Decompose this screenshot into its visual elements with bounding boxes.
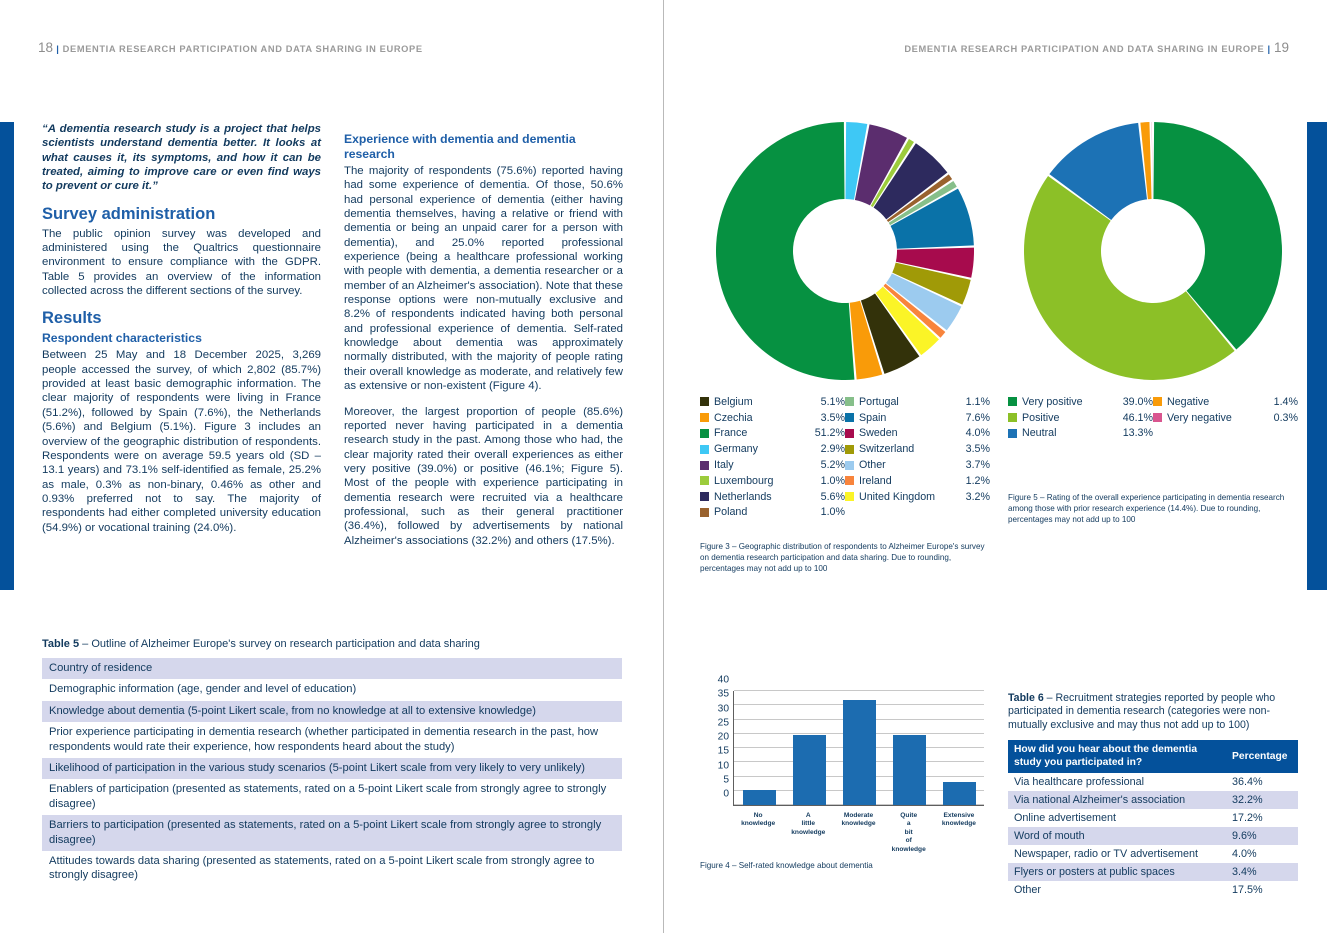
figure-3-donut-svg — [716, 122, 974, 380]
legend-swatch-icon — [700, 461, 709, 470]
legend-item — [845, 441, 990, 457]
legend-label: Negative — [1167, 395, 1210, 408]
legend-swatch-icon — [845, 461, 854, 470]
legend-swatch-icon — [1008, 413, 1017, 422]
table-6-header-question: How did you hear about the dementia study you participated in? — [1008, 740, 1226, 773]
figure-3-legend — [700, 394, 990, 520]
x-axis-category-label: Quite a bit of knowledge — [891, 812, 926, 853]
legend-label: Ireland — [859, 474, 892, 487]
running-head-right — [904, 40, 1289, 55]
legend-label: Germany — [714, 443, 758, 456]
y-axis-tick-label: 30 — [717, 703, 729, 714]
table-5-caption-label: Table 5 — [42, 638, 80, 650]
figure-5-legend — [1008, 394, 1298, 441]
left-page-edge-bar — [0, 122, 14, 590]
legend-item — [700, 457, 845, 473]
bar-cell — [834, 691, 884, 805]
figure-5-donut-svg — [1024, 122, 1282, 380]
y-axis-tick-label: 5 — [723, 774, 729, 786]
legend-swatch-icon — [700, 397, 709, 406]
legend-value: 3.5% — [820, 411, 845, 424]
figure-5-legend-column-right — [1153, 394, 1298, 441]
legend-label: Portugal — [859, 395, 899, 408]
table-row: Demographic information (age, gender and level of education) — [49, 683, 357, 696]
legend-label: Netherlands — [714, 490, 772, 503]
figure-5-caption: Figure 5 – Rating of the overall experience participating in dementia research among those with prior research experience (14.4%). Due to rounding, percentages may not add up to 100 — [1008, 493, 1285, 524]
table-cell-strategy: Via healthcare professional — [1014, 775, 1145, 788]
runhead-separator-left: | — [56, 44, 60, 54]
table-cell-percentage: 32.2% — [1226, 791, 1298, 809]
legend-label: Neutral — [1022, 427, 1057, 440]
table-5-body — [42, 658, 622, 887]
subheading-respondent-characteristics: Respondent characteristics — [42, 331, 202, 346]
figure-4-plot-area — [717, 674, 984, 806]
legend-swatch-icon — [700, 445, 709, 454]
para-survey-administration: The public opinion survey was developed and administered using the Qualtrics questionnaire environment to ensure compliance with the GDPR. Table 5 provides an overview of the information collected across the different sections of the survey. — [42, 227, 321, 298]
legend-swatch-icon — [700, 508, 709, 517]
legend-value: 3.7% — [965, 459, 990, 472]
table-cell-percentage: 17.2% — [1232, 811, 1263, 824]
legend-value: 4.0% — [965, 427, 990, 440]
legend-value: 39.0% — [1122, 395, 1153, 408]
legend-item — [845, 457, 990, 473]
table-5 — [42, 637, 622, 887]
legend-swatch-icon — [1153, 397, 1162, 406]
text-column-two — [344, 130, 623, 559]
table-5-caption — [42, 637, 622, 651]
legend-swatch-icon — [845, 476, 854, 485]
table-row: Country of residence — [42, 658, 622, 679]
table-6-caption-text: – Recruitment strategies reported by people who participated in dementia research (categories were non-mutually exclusive and may thus not add up to 100) — [1008, 692, 1276, 731]
heading-survey-administration: Survey administration — [42, 204, 216, 223]
y-axis-tick-label: 15 — [717, 745, 729, 757]
table-6-header-percentage: Percentage — [1226, 740, 1298, 773]
legend-item — [700, 489, 845, 505]
legend-label: United Kingdom — [859, 490, 936, 503]
legend-value: 46.1% — [1122, 411, 1153, 424]
table-row — [1008, 845, 1298, 863]
legend-value: 3.5% — [965, 443, 990, 456]
y-axis-tick-label: 40 — [717, 674, 729, 686]
legend-value: 0.3% — [1273, 411, 1298, 424]
pull-quote: “A dementia research study is a project that helps scientists understand dementia better. It looks at what causes it, its symptoms, and how it can be treated, aiming to improve care or even find ways to prevent or cure it.” — [42, 123, 321, 193]
table-cell-percentage: 17.5% — [1232, 883, 1263, 896]
x-axis-category-label: Moderate knowledge — [841, 812, 876, 828]
bar-cell — [734, 691, 784, 805]
legend-swatch-icon — [845, 413, 854, 422]
legend-value: 5.1% — [820, 395, 845, 408]
y-axis-tick-label: 25 — [717, 717, 729, 729]
figure-4-caption: Figure 4 – Self-rated knowledge about dementia — [700, 861, 873, 870]
legend-item — [700, 473, 845, 489]
legend-value: 51.2% — [814, 427, 845, 440]
page-gutter-divider — [663, 0, 664, 933]
figure-3-donut — [716, 122, 974, 380]
table-cell-percentage: 4.0% — [1232, 847, 1257, 860]
legend-value: 1.2% — [965, 474, 990, 487]
legend-label: Poland — [714, 506, 748, 519]
pie-slice-france — [716, 122, 854, 380]
heading-experience-with-dementia: Experience with dementia and dementia research — [344, 132, 576, 161]
legend-item — [1008, 410, 1153, 426]
legend-item — [700, 441, 845, 457]
legend-label: Belgium — [714, 395, 753, 408]
legend-label: Sweden — [859, 427, 898, 440]
table-cell-strategy: Other — [1014, 883, 1042, 896]
legend-item — [700, 426, 845, 442]
legend-swatch-icon — [700, 413, 709, 422]
y-axis-tick-label: 0 — [723, 788, 729, 800]
figure-4-x-axis-labels — [733, 812, 984, 854]
figure-4 — [700, 674, 992, 872]
table-row: Prior experience participating in dementia research (whether participated in dementia research in the past, how respondents would rate their experience, how respondents heard about the study) — [49, 726, 599, 753]
legend-label: Other — [859, 459, 886, 472]
legend-item — [845, 394, 990, 410]
bar-cell — [784, 691, 834, 805]
table-row — [1008, 881, 1298, 899]
legend-value: 5.2% — [820, 459, 845, 472]
running-head-left — [38, 40, 423, 55]
legend-swatch-icon — [700, 476, 709, 485]
bar — [893, 735, 926, 805]
bar — [843, 700, 876, 805]
y-axis-tick-label: 35 — [717, 688, 729, 700]
pie-slice-very-negative — [1152, 122, 1153, 199]
legend-value: 1.1% — [965, 395, 990, 408]
y-axis-tick-label: 20 — [717, 731, 729, 743]
table-row: Barriers to participation (presented as statements, rated on a 5-point Likert scale from strongly agree to strongly disagree) — [42, 815, 622, 851]
legend-value: 1.0% — [820, 506, 845, 519]
legend-label: Italy — [714, 459, 734, 472]
legend-item — [700, 505, 845, 521]
legend-item — [845, 473, 990, 489]
table-row: Knowledge about dementia (5-point Likert scale, from no knowledge at all to extensive knowledge) — [42, 701, 622, 722]
legend-item — [845, 410, 990, 426]
runhead-title-right: DEMENTIA RESEARCH PARTICIPATION AND DATA SHARING IN EUROPE — [904, 44, 1265, 54]
legend-label: Very positive — [1022, 395, 1083, 408]
figure-3-caption: Figure 3 – Geographic distribution of respondents to Alzheimer Europe's survey on dementia research participation and data sharing. Due to rounding, percentages may not add up to 100 — [700, 542, 985, 573]
table-row: Likelihood of participation in the various study scenarios (5-point Likert scale from very likely to very unlikely) — [42, 758, 622, 779]
table-cell-strategy: Via national Alzheimer's association — [1008, 791, 1226, 809]
runhead-separator-right: | — [1267, 44, 1271, 54]
legend-label: Czechia — [714, 411, 753, 424]
legend-value: 13.3% — [1122, 427, 1153, 440]
legend-item — [700, 394, 845, 410]
legend-swatch-icon — [845, 397, 854, 406]
table-6-header-row — [1008, 740, 1298, 773]
table-row — [1008, 809, 1298, 827]
legend-swatch-icon — [700, 429, 709, 438]
legend-value: 1.4% — [1273, 395, 1298, 408]
legend-swatch-icon — [1008, 397, 1017, 406]
legend-label: Switzerland — [859, 443, 915, 456]
legend-item — [1008, 394, 1153, 410]
legend-value: 2.9% — [820, 443, 845, 456]
x-axis-category-label: A little knowledge — [791, 812, 826, 836]
bar-cell — [934, 691, 984, 805]
table-cell-strategy: Word of mouth — [1008, 827, 1226, 845]
legend-label: Very negative — [1167, 411, 1232, 424]
figure-5 — [1008, 122, 1298, 525]
table-6-caption — [1008, 692, 1298, 732]
y-axis-tick-label: 10 — [717, 760, 729, 771]
legend-swatch-icon — [845, 429, 854, 438]
table-6-body — [1008, 773, 1298, 899]
legend-swatch-icon — [1008, 429, 1017, 438]
table-6-grid — [1008, 740, 1298, 899]
legend-value: 1.0% — [820, 474, 845, 487]
figure-5-legend-column-left — [1008, 394, 1153, 441]
heading-results: Results — [42, 309, 102, 328]
legend-item — [845, 489, 990, 505]
legend-item — [1008, 426, 1153, 442]
legend-swatch-icon — [700, 492, 709, 501]
legend-swatch-icon — [1153, 413, 1162, 422]
para-experience-with-dementia: The majority of respondents (75.6%) reported having had some experience of dementia. Of those, 50.6% had personal experience of dementia (either having dementia themselves, having a relative or friend with dementia or being an unpaid carer for a person with dementia), and 25.0% reported professional experience (being a healthcare professional working with people with dementia, a dementia researcher or a member of an Alzheimer's association). Note that these response options were non-mutually exclusive and 8.2% of respondents indicated having both personal and professional experience of dementia. Self-rated knowledge about dementia was approximately normally distributed, with the majority of people rating their overall knowledge as moderate, and relatively few as extensive or non-existent (Figure 4). — [344, 165, 623, 393]
legend-value: 3.2% — [965, 490, 990, 503]
bar-cell — [884, 691, 934, 805]
table-row: Enablers of participation (presented as statements, rated on a 5-point Likert scale from strongly agree to strongly disagree) — [49, 783, 607, 810]
table-cell-percentage: 36.4% — [1232, 775, 1263, 788]
table-row — [1008, 827, 1298, 845]
legend-value: 7.6% — [965, 411, 990, 424]
table-5-caption-text: – Outline of Alzheimer Europe's survey on research participation and data sharing — [79, 638, 480, 650]
bar — [943, 782, 976, 805]
table-row — [1008, 791, 1298, 809]
figure-3-legend-column-left — [700, 394, 845, 520]
legend-label: France — [714, 427, 748, 440]
x-axis-category-label: No knowledge — [741, 812, 776, 828]
runhead-title-left: DEMENTIA RESEARCH PARTICIPATION AND DATA SHARING IN EUROPE — [62, 44, 423, 54]
bar — [793, 735, 826, 805]
text-column-one — [42, 122, 321, 546]
legend-label: Luxembourg — [714, 474, 774, 487]
figure-3-legend-column-right — [845, 394, 990, 520]
table-cell-percentage: 3.4% — [1226, 863, 1298, 881]
table-cell-percentage: 9.6% — [1226, 827, 1298, 845]
table-row — [1008, 863, 1298, 881]
legend-item — [700, 410, 845, 426]
legend-value: 5.6% — [820, 490, 845, 503]
figure-5-donut — [1024, 122, 1282, 380]
figure-4-bar-chart — [700, 674, 992, 856]
legend-swatch-icon — [845, 445, 854, 454]
table-6 — [1008, 692, 1298, 899]
table-row: Attitudes towards data sharing (presented as statements, rated on a 5-point Likert scale from strongly agree to strongly disagree) — [49, 855, 595, 882]
legend-item — [1153, 410, 1298, 426]
legend-item — [845, 426, 990, 442]
legend-label: Spain — [859, 411, 887, 424]
legend-item — [1153, 394, 1298, 410]
figure-3 — [700, 122, 990, 574]
page-number-right: 19 — [1273, 40, 1289, 55]
right-page-edge-bar — [1307, 122, 1327, 590]
legend-swatch-icon — [845, 492, 854, 501]
bar — [743, 790, 776, 805]
x-axis-category-label: Extensive knowledge — [941, 812, 976, 828]
table-cell-strategy: Newspaper, radio or TV advertisement — [1014, 847, 1199, 860]
figure-4-bars — [734, 691, 984, 805]
table-6-caption-label: Table 6 — [1008, 692, 1044, 704]
table-row — [1008, 773, 1298, 791]
para-research-participation: Moreover, the largest proportion of people (85.6%) reported never having participated in a dementia research study in the past. Among those who had, the clear majority rated their overall experiences as either very positive (39.0%) or positive (46.1%; Figure 5). Most of the people with experience participating in dementia research were recruited via a healthcare professional, such as their general practitioner (36.4%), followed by advertisements by national Alzheimer's associations (32.2%) and others (17.5%). — [344, 405, 623, 547]
table-cell-strategy: Flyers or posters at public spaces — [1008, 863, 1226, 881]
legend-label: Positive — [1022, 411, 1060, 424]
para-respondent-characteristics: Between 25 May and 18 December 2025, 3,269 people accessed the survey, of which 2,802 (85.7%) provided at least basic demographic information. The clear majority of respondents were living in France (51.2%), followed by Spain (7.6%), the Netherlands (5.6%) and Belgium (5.1%). Figure 3 includes an overview of the geographic distribution of respondents. Respondents were on average 59.5 years old (SD – 13.1 years) and 73.1% self-identified as female, 25.2% as male, 0.3% as non-binary, 0.46% as other and 0.93% preferred not to say. The majority of respondents had either completed university education (54.9%) or vocational training (24.0%). — [42, 349, 321, 534]
table-cell-strategy: Online advertisement — [1014, 811, 1117, 824]
page-number-left: 18 — [38, 40, 54, 55]
